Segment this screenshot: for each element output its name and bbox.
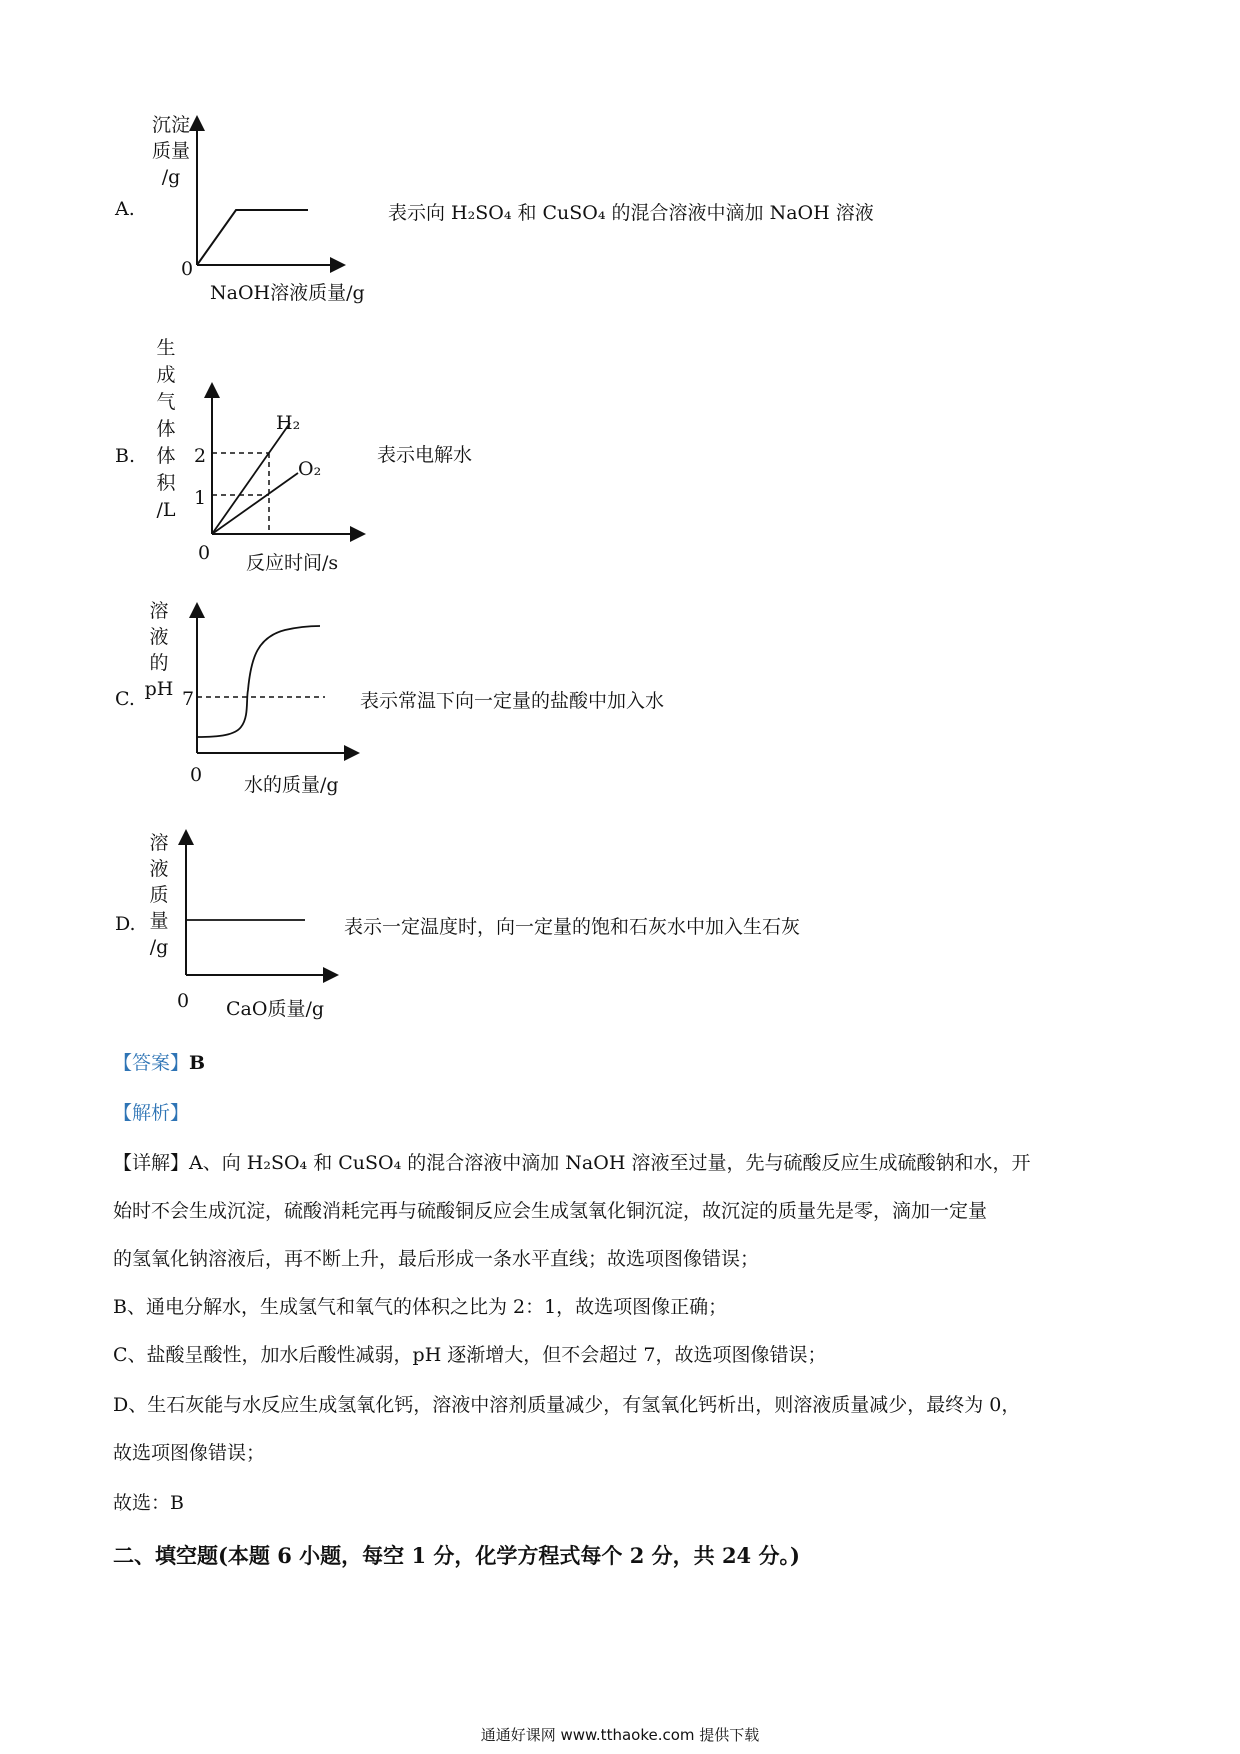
x-axis-label: 反应时间/s xyxy=(246,552,339,574)
analysis-tag: 【解析】 xyxy=(113,1102,190,1124)
detail-line: C、盐酸呈酸性，加水后酸性减弱，pH 逐渐增大，但不会超过 7，故选项图像错误； xyxy=(113,1344,827,1366)
section-title: 二、填空题(本题 6 小题，每空 1 分，化学方程式每个 2 分，共 24 分。) xyxy=(113,1543,800,1568)
origin-label: 0 xyxy=(177,990,190,1012)
detail-line: 【详解】A、向 H₂SO₄ 和 CuSO₄ 的混合溶液中滴加 NaOH 溶液至过量，先与硫酸反应生成硫酸钠和水，开 xyxy=(113,1152,1031,1174)
option-letter: D. xyxy=(115,913,136,935)
detail-line: D、生石灰能与水反应生成氢氧化钙，溶液中溶剂质量减少，有氢氧化钙析出，则溶液质量减少，最终为 0， xyxy=(113,1394,1021,1416)
option-description: 表示常温下向一定量的盐酸中加入水 xyxy=(360,690,665,712)
option-description: 表示向 H₂SO₄ 和 CuSO₄ 的混合溶液中滴加 NaOH 溶液 xyxy=(388,202,874,224)
series-label-h2: H₂ xyxy=(276,412,301,434)
origin-label: 0 xyxy=(190,764,203,786)
tick-label-7: 7 xyxy=(182,688,195,710)
page-footer: 通通好课网 www.tthaoke.com 提供下载 xyxy=(480,1726,760,1744)
option-letter: A. xyxy=(115,198,135,220)
x-axis-label: 水的质量/g xyxy=(244,774,339,796)
option-letter: C. xyxy=(115,688,135,710)
curve xyxy=(197,210,308,265)
o2-line xyxy=(212,473,298,534)
curve xyxy=(197,626,320,737)
detail-line: 故选项图像错误； xyxy=(113,1442,266,1464)
y-axis-label: 溶 液 质 量 /g xyxy=(149,832,169,958)
graph-d xyxy=(175,832,350,987)
origin-label: 0 xyxy=(198,542,211,564)
option-description: 表示电解水 xyxy=(377,444,473,466)
origin-label: 0 xyxy=(181,258,194,280)
option-description: 表示一定温度时，向一定量的饱和石灰水中加入生石灰 xyxy=(344,916,801,938)
x-axis-label: NaOH溶液质量/g xyxy=(210,282,365,304)
series-label-o2: O₂ xyxy=(298,458,322,480)
answer-line xyxy=(113,1050,205,1077)
h2-line xyxy=(212,423,290,534)
x-axis-label: CaO质量/g xyxy=(226,998,325,1020)
y-axis-label: 溶 液 的 pH xyxy=(144,600,174,700)
detail-line: B、通电分解水，生成氢气和氧气的体积之比为 2：1，故选项图像正确； xyxy=(113,1296,728,1318)
detail-line: 故选：B xyxy=(113,1492,184,1514)
tick-label-2: 2 xyxy=(194,445,207,467)
graph-c xyxy=(190,605,365,765)
tick-label-1: 1 xyxy=(194,487,207,509)
y-axis-label: 沉淀 质量 /g xyxy=(151,114,190,188)
y-axis-label: 生 成 气 体 体 积 /L xyxy=(156,337,176,521)
analysis-line xyxy=(113,1100,189,1127)
detail-line: 的氢氧化钠溶液后，再不断上升，最后形成一条水平直线；故选项图像错误； xyxy=(113,1248,760,1270)
graph-b xyxy=(190,385,365,545)
graph-a xyxy=(170,118,350,278)
detail-line: 始时不会生成沉淀，硫酸消耗完再与硫酸铜反应会生成氢氧化铜沉淀，故沉淀的质量先是零，滴加一定量 xyxy=(113,1200,988,1222)
option-letter: B. xyxy=(115,445,136,467)
answer-value: B xyxy=(189,1052,206,1074)
answer-tag: 【答案】 xyxy=(113,1052,190,1074)
